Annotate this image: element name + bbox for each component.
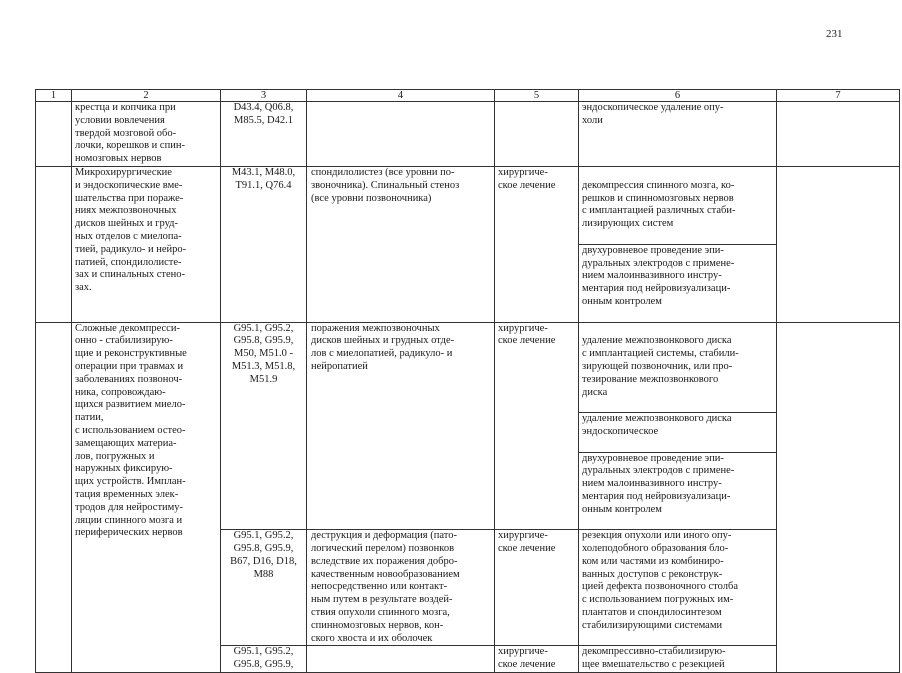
method-item: декомпрессия спинного мозга, ко- решков и спинномозговых нервов с имплантацией различных стаби- лизирующих систем xyxy=(582,179,736,230)
header-col-5: 5 xyxy=(495,90,579,102)
document-sheet xyxy=(35,89,899,671)
method-item: двухуровневое проведение эпи- дуральных электродов с примене- нием малоинвазивного инстру- ментария под нейровизуализаци- онным контролем xyxy=(579,452,776,517)
diagnosis-cell: деструкция и деформация (пато- логический перелом) позвонков вследствие их поражения добро- качественным новообразованием непосредственно или контакт- ным путем в результате воздей- ствия опухоли спинного мозга, спинномозговых нервов, кон- ского хвоста и их оболочек xyxy=(307,530,495,646)
diagnosis-cell xyxy=(307,646,495,673)
header-row xyxy=(36,90,900,102)
icd-codes-cell: M43.1, M48.0, T91.1, Q76.4 xyxy=(221,166,307,322)
diagnosis-cell: спондилолистез (все уровни по- звоночника). Спинальный стеноз (все уровни позвоночника) xyxy=(307,166,495,322)
group-name-cell: Сложные декомпресси- онно - стабилизирую- щие и реконструктивные операции при травмах и заболеваниях позвоноч- ника, сопровождаю- щихся развитием миело- патии, с использованием остео- замещающих материа- лов, погружных и наружных фиксирую- щих устройств. Имплан- тация временных элек- тродов для нейростиму- ляции спинного мозга и периферических нервов xyxy=(72,322,221,673)
header-col-3: 3 xyxy=(221,90,307,102)
table-row xyxy=(36,166,900,322)
method-item: двухуровневое проведение эпи- дуральных электродов с примене- нием малоинвазивного инстру- ментария под нейровизуализаци- онным контролем xyxy=(579,244,776,309)
col1-cell xyxy=(36,102,72,167)
method-item: удаление межпозвонкового диска с имплантацией системы, стабили- зирующей позвоночник, или про- тезирование межпозвонкового диска xyxy=(582,335,739,398)
treatment-type-cell: хирургиче- ское лечение xyxy=(495,166,579,322)
method-cell xyxy=(579,166,777,322)
icd-codes-cell: D43.4, Q06.8, M85.5, D42.1 xyxy=(221,102,307,167)
treatment-type-cell: хирургиче- ское лечение xyxy=(495,530,579,646)
col1-cell xyxy=(36,166,72,322)
group-name-cell: Микрохирургические и эндоскопические вме- шательства при пораже- ниях межпозвоночных дисков шейных и груд- ных отделов с миелопа- тией, радикуло- и нейро- патией, спондилолисте- зах и спинальных стено- зах. xyxy=(72,166,221,322)
col1-cell xyxy=(36,322,72,673)
treatment-type-cell: хирургиче- ское лечение xyxy=(495,646,579,673)
diagnosis-cell xyxy=(307,102,495,167)
icd-codes-cell: G95.1, G95.2, G95.8, G95.9, B67, D16, D18, M88 xyxy=(221,530,307,646)
col7-cell xyxy=(777,166,900,322)
method-cell: резекция опухоли или иного опу- холеподобного образования бло- ком или частями из комбиниро- ванных доступов с реконструк- цией дефекта позвоночного столба с использованием погружных им- плантатов и спондилосинтезом стабилизирующими системами xyxy=(579,530,777,646)
table-row xyxy=(36,322,900,530)
header-col-2: 2 xyxy=(72,90,221,102)
page-number: 231 xyxy=(826,28,843,40)
diagnosis-cell: поражения межпозвоночных дисков шейных и грудных отде- лов с миелопатией, радикуло- и нейропатией xyxy=(307,322,495,530)
group-name-cell: крестца и копчика при условии вовлечения твердой мозговой обо- лочки, корешков и спин- номозговых нервов xyxy=(72,102,221,167)
table-row xyxy=(36,102,900,167)
method-cell: эндоскопическое удаление опу- холи xyxy=(579,102,777,167)
method-cell xyxy=(579,322,777,530)
header-col-4: 4 xyxy=(307,90,495,102)
col7-cell xyxy=(777,102,900,167)
treatment-type-cell xyxy=(495,102,579,167)
header-col-7: 7 xyxy=(777,90,900,102)
header-col-1: 1 xyxy=(36,90,72,102)
method-cell: декомпрессивно-стабилизирую- щее вмешательство с резекцией xyxy=(579,646,777,673)
col7-cell xyxy=(777,322,900,673)
icd-codes-cell: G95.1, G95.2, G95.8, G95.9, M50, M51.0 - M51.3, M51.8, M51.9 xyxy=(221,322,307,530)
procedures-table xyxy=(35,89,900,673)
treatment-type-cell: хирургиче- ское лечение xyxy=(495,322,579,530)
method-item: удаление межпозвонкового диска эндоскопическое xyxy=(579,412,776,439)
header-col-6: 6 xyxy=(579,90,777,102)
icd-codes-cell: G95.1, G95.2, G95.8, G95.9, xyxy=(221,646,307,673)
